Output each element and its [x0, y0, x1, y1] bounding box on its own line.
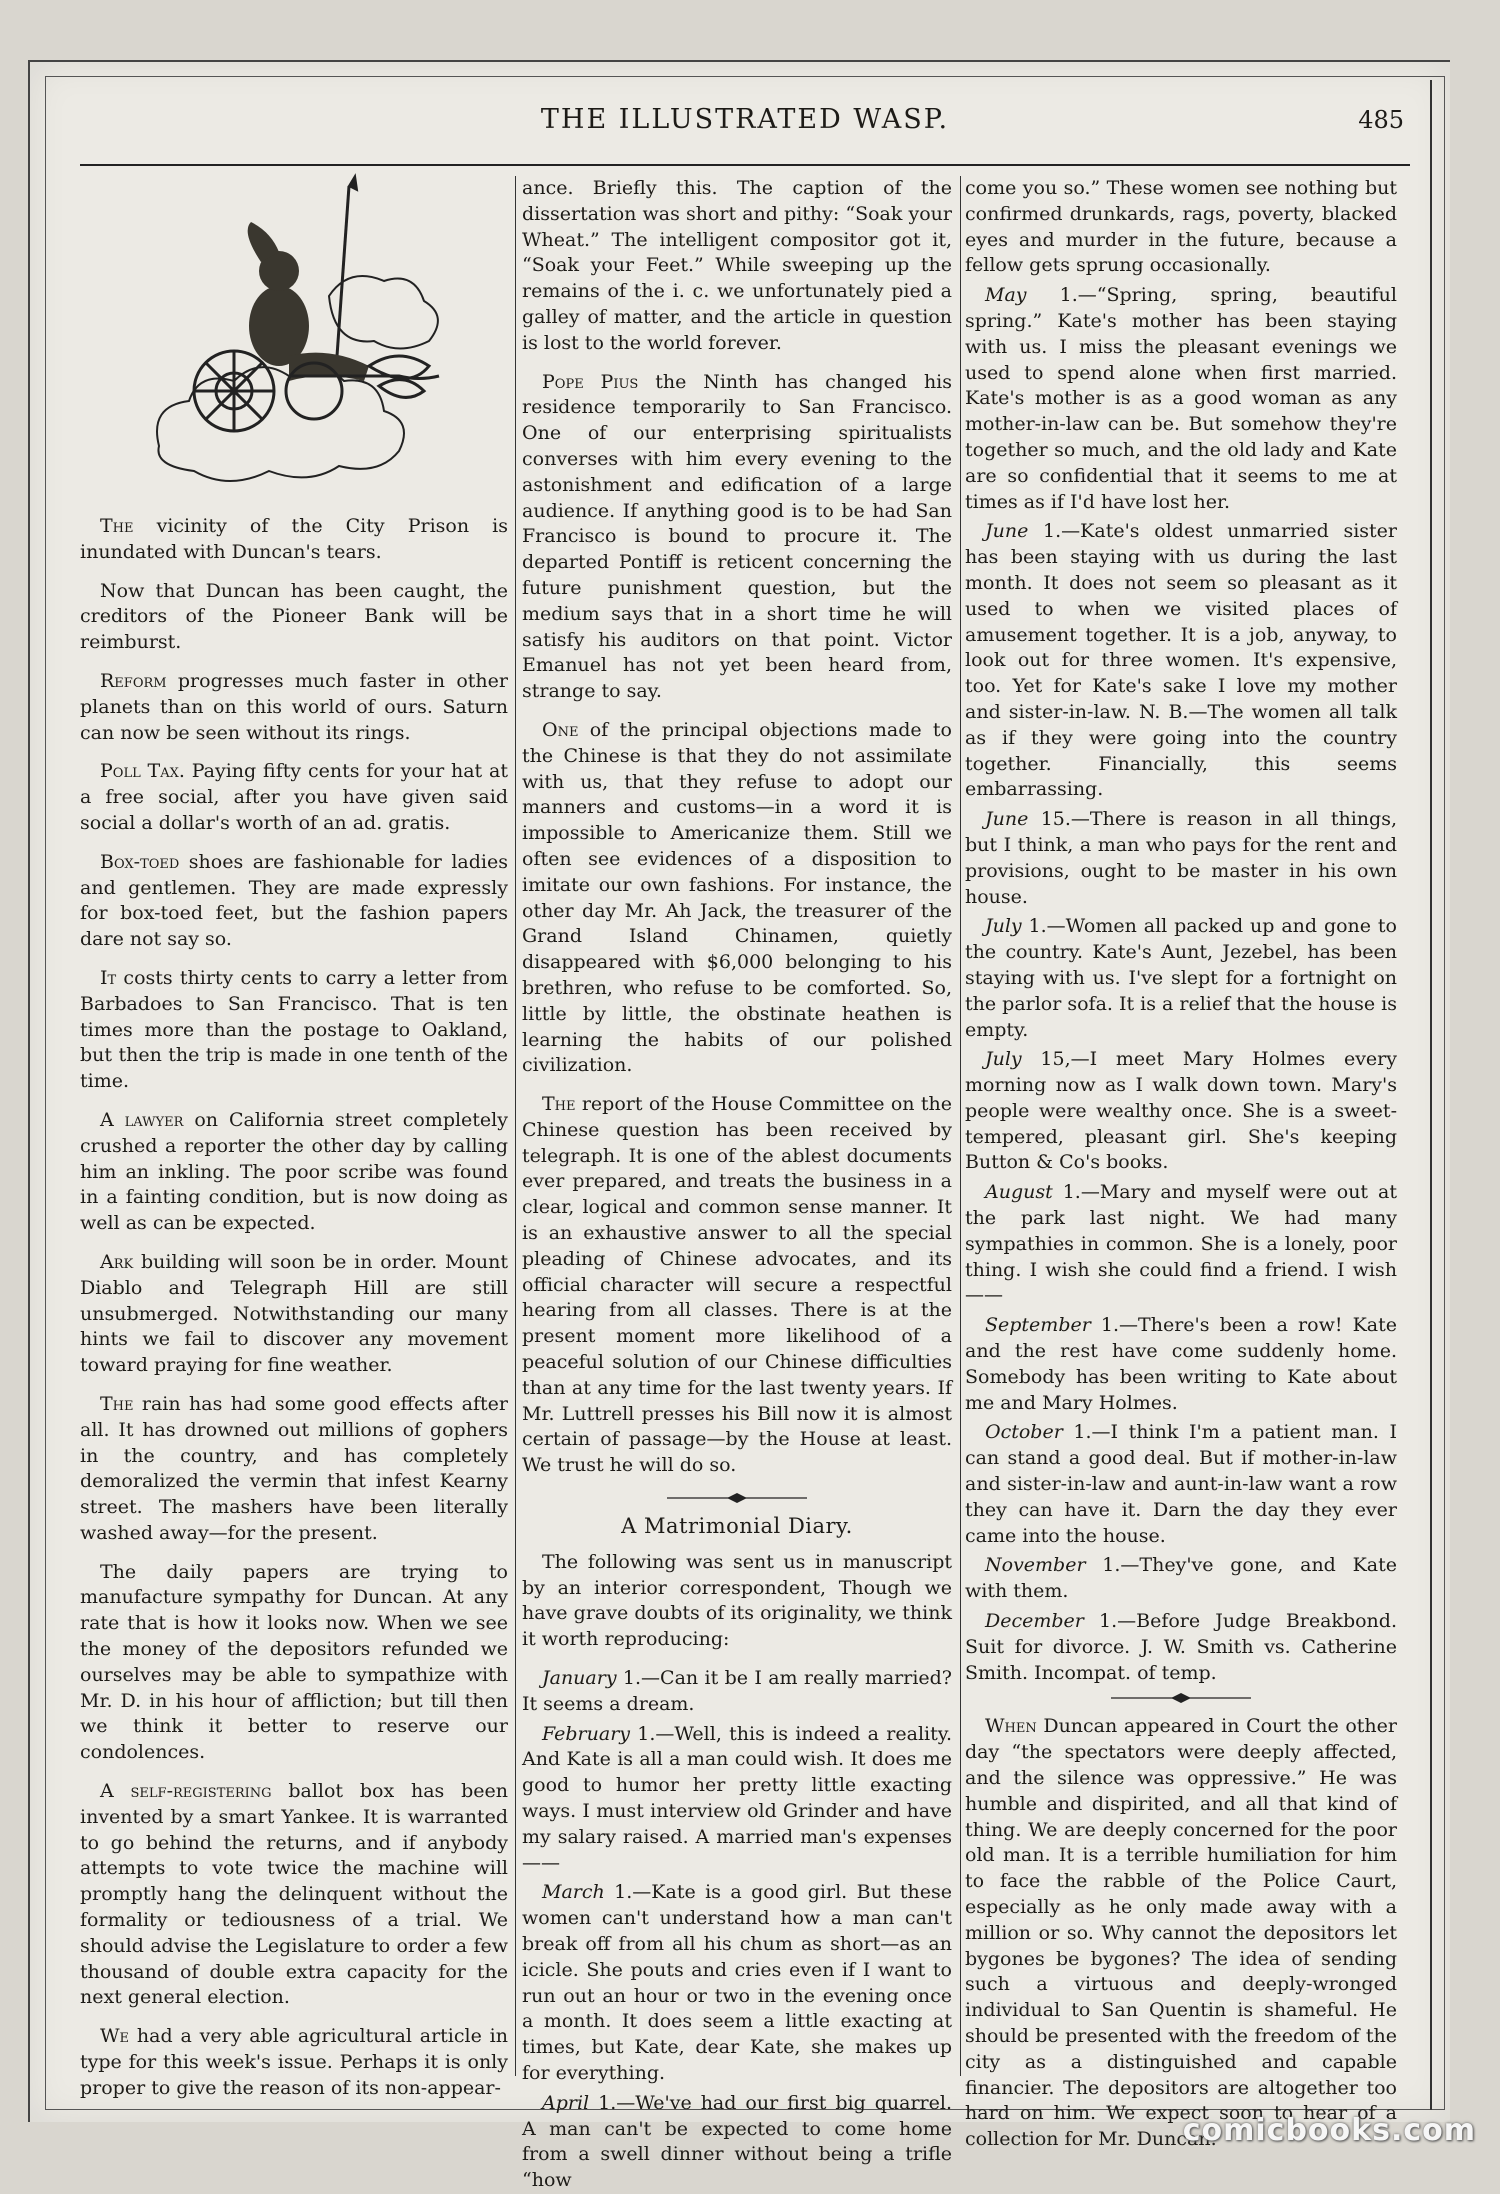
diary-entry [522, 1666, 952, 1718]
paragraph [522, 1092, 952, 1479]
diary-month: February [542, 1722, 631, 1745]
diary-text: 1.—There's been a row! Kate and the rest have come suddenly home. Somebody has been writing to Kate about me and Mary Holmes. [965, 1314, 1397, 1414]
paragraph-lead: The [100, 515, 134, 537]
paragraph [80, 850, 508, 953]
paragraph-text: Now that Duncan has been caught, the creditors of the Pioneer Bank will be reimburst. [80, 579, 508, 654]
paragraph [80, 759, 508, 836]
column-divider-2 [960, 176, 961, 2076]
diary-text: 15.—There is reason in all things, but I think, a man who pays for the rent and provisions, ought to be master in his own house. [965, 808, 1397, 908]
diary-text: 1.—Kate is a good girl. But these women can't understand how a man can't break off from all his chum as short—as an icicle. She pouts and cries even if I want to run out an hour or two in the evening once a month. It does seem a little exacting at times, but Kate, dear Kate, she makes up for everything. [522, 1881, 952, 2084]
paragraph-text: vicinity of the City Prison is inundated with Duncan's tears. [80, 515, 508, 563]
diary-entry [522, 2091, 952, 2194]
paragraph [522, 176, 952, 357]
diary-month: June [985, 520, 1029, 543]
paragraph-text: progresses much faster in other planets than on this world of ours. Saturn can now be seen without its rings. [80, 669, 508, 744]
paragraph-lead: Ark [100, 1250, 134, 1273]
diary-entry [965, 1609, 1397, 1686]
paragraph [80, 2024, 508, 2101]
diary-text: come you so.” These women see nothing but confirmed drunkards, rags, poverty, blacked eyes and murder in the future, because a fellow gets sprung occasionally. [965, 177, 1397, 277]
paragraph-text: of the principal objections made to the Chinese is that they do not assimilate with us, that they refuse to adopt our manners and customs—in a word it is impossible to Americanize them. Still we often see evidences of a disposition to imitate our own fashions. For instance, the other day Mr. Ah Jack, the treasurer of the Grand Island Chinamen, quietly disappeared with $6,000 belonging to his brethren, who refuse to be comforted. So, little by little, the obstinate heathen is learning the habits of our polished civilization. [522, 718, 952, 1077]
diary-month: July [985, 1048, 1022, 1071]
paragraph [80, 514, 508, 566]
diary-month: September [985, 1314, 1091, 1337]
column-2 [522, 176, 953, 2192]
paragraph-text: rain has had some good effects after all. It has drowned out millions of gophers in the country, and has completely demoralized the vermin that infest Kearny street. The mashers have been literally washed away—for the present. [80, 1392, 508, 1544]
paragraph [80, 1779, 508, 2011]
diary-text: 15,—I meet Mary Holmes every morning now as I walk down town. Mary's people were wealthy once. She is a sweet-tempered, pleasant girl. She's keeping Button & Co's books. [965, 1048, 1397, 1174]
diary-entry [965, 1047, 1397, 1176]
diary-text: 1.—I think I'm a patient man. I can stand a good deal. But if mother-in-law and sister-in-law and aunt-in-law want a row they can have it. Darn the day they ever came into the house. [965, 1421, 1397, 1547]
paragraph-text: Paying fifty cents for your hat at a free social, after you have given said social a dollar's worth of an ad. gratis. [80, 760, 508, 834]
paragraph-lead: The [542, 1093, 576, 1116]
paragraph-text: on California street completely crushed a reporter the other day by calling him an inkling. The poor scribe was found in a fainting condition, but is now doing as well as can be expected. [80, 1108, 508, 1235]
diary-entry [522, 1722, 952, 1877]
page-title: THE ILLUSTRATED WASP. [540, 104, 950, 135]
paragraph [80, 1250, 508, 1379]
paragraph [80, 1560, 508, 1766]
header-rule [80, 164, 1410, 166]
diary-entry [965, 1313, 1397, 1416]
paragraph [80, 1108, 508, 1237]
paragraph-lead: One [542, 718, 579, 741]
diary-month: November [985, 1554, 1086, 1577]
paragraph-text: ance. Briefly this. The caption of the dissertation was short and pithy: “Soak your Wheat.” The intelligent compositor got it, “Soak your Feet.” While sweeping up the remains of the i. c. we unfortunately pied a galley of matter, and the article in question is lost to the world forever. [522, 177, 952, 354]
paragraph [522, 370, 952, 705]
diary-text: 1.—We've had our first big quarrel. A man can't be expected to come home from a swell dinner without being a trifle “how [522, 2091, 952, 2192]
diary-text: 1.—They've gone, and Kate with them. [965, 1554, 1397, 1603]
paragraph-lead: Pope Pius [542, 370, 639, 393]
diary-entry [965, 807, 1397, 910]
paragraph-lead: Box-toed [100, 850, 180, 873]
paragraph [80, 579, 508, 656]
paragraph [80, 669, 508, 746]
diary-entry [965, 914, 1397, 1043]
paragraph-lead: Reform [100, 669, 167, 692]
column-divider-1 [515, 176, 516, 2076]
diary-title: A Matrimonial Diary. [621, 1514, 853, 1539]
diary-entry [965, 283, 1397, 515]
paragraph-text: The daily papers are trying to manufacture sympathy for Duncan. At any rate that is how it looks now. When we see the money of the depositors refunded we ourselves may be able to sympathize with Mr. D. in his hour of affliction; but till then we think it better to reserve our condolences. [80, 1560, 508, 1764]
paragraph-text: building will soon be in order. Mount Diablo and Telegraph Hill are still unsubmerged. Notwithstanding our many hints we fail to discover any movement toward praying for fine weather. [80, 1250, 508, 1377]
column-1 [80, 176, 508, 2099]
diary-entry [965, 1553, 1397, 1605]
paragraph [80, 1392, 508, 1547]
closing-text: Duncan appeared in Court the other day “the spectators were deeply affected, and the silence was oppressive.” He was humble and dispirited, and all that kind of thing. We are deeply concerned for the poor old man. It is a terrible humiliation for him to face the rabble of the Police Caurt, especially as he only made away with a million or so. Why cannot the depositors let bygones be bygones? The idea of sending such a virtuous and deeply-wronged individual to San Quentin is shameful. He should be presented with the freedom of the city as a distinguished and capable financier. The depositors are altogether too hard on him. We expect soon to hear of a collection for Mr. Duncan. [965, 1715, 1397, 2151]
diary-intro: The following was sent us in manuscript by an interior correspondent, Though we have grave doubts of its originality, we think it worth reproducing: [522, 1550, 952, 1651]
diary-text: 1.—Mary and myself were out at the park last night. We had many sympathies in common. She is a lonely, poor thing. I wish she could find a friend. I wish —— [965, 1181, 1397, 1307]
diary-entry [522, 1880, 952, 2086]
paragraph-lead: It [100, 966, 117, 989]
diary-text: 1.—Well, this is indeed a reality. And Kate is all a man could wish. It does me good to humor her pretty little exacting ways. I must interview old Grinder and have my salary raised. A married man's expenses—— [522, 1722, 952, 1874]
diary-month: December [985, 1610, 1084, 1633]
paragraph-lead: We [100, 2025, 130, 2048]
paragraph-text: report of the House Committee on the Chinese question has been received by telegraph. It is one of the ablest documents ever prepared, and treats the business in a clear, logical and common sense manner. It is an exhaustive answer to all the special pleading of Chinese advocates, and its official character will secure a respectful hearing from all classes. There is at the present moment more likelihood of a peaceful solution of our Chinese difficulties than at any time for the last twenty years. If Mr. Luttrell presses his Bill now it is almost certain of passage—by the House at least. We trust he will do so. [522, 1093, 952, 1477]
closing-lead: When [985, 1715, 1037, 1738]
diary-entry [965, 1180, 1397, 1309]
diary-text: 1.—Can it be I am really married? It seems a dream. [522, 1667, 952, 1715]
paragraph-text: shoes are fashionable for ladies and gentlemen. They are made expressly for box-toed feet, but the fashion papers dare not say so. [80, 850, 508, 951]
diary-text: 1.—“Spring, spring, beautiful spring.” Kate's mother has been staying with us. I miss the pleasant evenings we used to spend alone when first married. Kate's mother is as a good woman as any mother-in-law can be. But somehow they're together so much, and the old lady and Kate are so confidential that it seems to me at times as if I'd have lost her. [965, 284, 1397, 513]
diary-month: January [542, 1667, 617, 1690]
diary-entry [965, 519, 1397, 803]
diary-text: 1.—Kate's oldest unmarried sister has been staying with us during the last month. It does not seem so pleasant as it used to when we visited places of amusement together. It is a job, anyway, to look out for three women. It's expensive, too. Yet for Kate's sake I love my mother and sister-in-law. N. B.—The women all talk as if they were going into the country together. Financially, this seems embarrassing. [965, 520, 1397, 801]
diary-month: March [542, 1881, 605, 1904]
paragraph-text: the Ninth has changed his residence temporarily to San Francisco. One of our enterprising spiritualists converses with him every evening to the astonishment and edification of a large audience. If anything good is to be had San Francisco is bound to procure it. The departed Pontiff is reticent concerning the future punishment question, but the medium says that in a short time he will satisfy his auditors on that point. Victor Emanuel has not yet been heard from, strange to say. [522, 370, 953, 703]
diary-text: 1.—Women all packed up and gone to the country. Kate's Aunt, Jezebel, has been staying with us. I've slept for a fortnight on the parlor sofa. It is a relief that the house is empty. [965, 915, 1398, 1041]
watermark-logo: comicbooks.com [1182, 2113, 1476, 2148]
diary-month: April [542, 2091, 590, 2114]
closing-paragraph [965, 1714, 1397, 2153]
paragraph-text: had a very able agricultural article in type for this week's issue. Perhaps it is only proper to give the reason of its non-appear- [80, 2025, 508, 2099]
diary-month: June [985, 808, 1029, 831]
paragraph [522, 718, 952, 1079]
diary-text: 1.—Before Judge Breakbond. Suit for divorce. J. W. Smith vs. Catherine Smith. Incompat. of temp. [965, 1610, 1397, 1684]
paragraph [80, 966, 508, 1095]
diary-entry [965, 1420, 1397, 1549]
ornament-divider-icon [667, 1492, 807, 1504]
diary-month: August [985, 1181, 1053, 1204]
page-number: 485 [1358, 106, 1404, 134]
diary-month: July [985, 915, 1022, 938]
paragraph-text: ballot box has been invented by a smart Yankee. It is warranted to go behind the returns, and if anybody attempts to vote twice the machine will promptly hang the delinquent without the formality or tediousness of a trial. We should advise the Legislature to order a few thousand of double extra capacity for the next general election. [80, 1780, 508, 2009]
paragraph-lead: Poll Tax. [100, 760, 185, 783]
diary-month: October [985, 1421, 1063, 1444]
imp-chariot-illustration-icon [139, 176, 449, 506]
paragraph-lead: A lawyer [100, 1108, 184, 1131]
diary-month: May [985, 284, 1027, 307]
ornament-divider-icon [1111, 1692, 1251, 1704]
page-edge-rule [1430, 80, 1432, 2110]
diary-entry [965, 176, 1397, 279]
paragraph-lead: The [100, 1392, 134, 1415]
paragraph-text: costs thirty cents to carry a letter from Barbadoes to San Francisco. That is ten times more than the postage to Oakland, but then the trip is made in one tenth of the time. [80, 966, 508, 1093]
paragraph-lead: A self-registering [100, 1780, 272, 1803]
